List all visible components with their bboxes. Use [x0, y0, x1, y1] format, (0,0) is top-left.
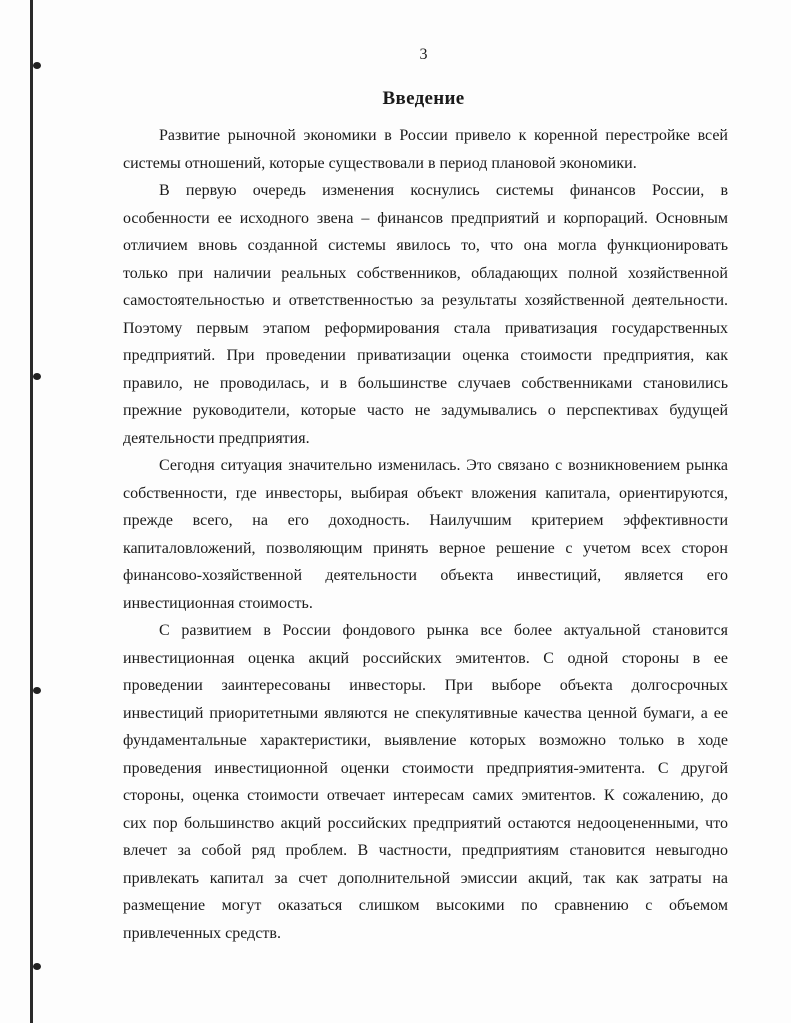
- text-line: инвестиционная стоимость.: [123, 594, 313, 612]
- text-line: проведении заинтересованы инвесторы. При выборе объекта долгосрочных: [123, 677, 728, 694]
- paragraph: [123, 177, 728, 452]
- text-line: привлекать капитал за счет дополнительной эмиссии акций, так как затраты на: [123, 869, 728, 887]
- text-line: С развитием в России фондового рынка все более актуальной становится: [159, 622, 728, 639]
- text-line: Сегодня ситуация значительно изменилась. Это связано с возникновением рынка: [159, 457, 728, 474]
- paragraph: [123, 617, 728, 947]
- text-line: фундаментальные характеристики, выявление которых возможно только в ходе: [123, 732, 728, 749]
- page-number: 3: [419, 46, 428, 63]
- text-line: предприятий. При проведении приватизации оценка стоимости предприятия, как: [123, 347, 728, 364]
- text-line: Развитие рыночной экономики в России привело к коренной перестройке всей: [159, 127, 728, 144]
- text-line: сих пор большинство акций российских предприятий остаются недооцененными, что: [123, 814, 728, 832]
- text-line: инвестиционная оценка акций российских эмитентов. С одной стороны в ее: [123, 649, 728, 667]
- text-line: отличием вновь созданной системы явилось то, что она могла функционировать: [123, 237, 728, 254]
- binding-hole-mark: [33, 963, 41, 970]
- text-line: В первую очередь изменения коснулись системы финансов России, в: [159, 182, 728, 199]
- text-line: самостоятельностью и ответственностью за результаты хозяйственной деятельности.: [123, 292, 728, 309]
- text-line: размещение могут оказаться слишком высокими по сравнению с объемом: [123, 897, 728, 914]
- text-line: правило, не проводилась, и в большинстве случаев собственниками становились: [123, 374, 728, 392]
- text-line: Поэтому первым этапом реформирования стала приватизация государственных: [123, 319, 728, 337]
- body-text: [123, 122, 728, 947]
- text-line: деятельности предприятия.: [123, 429, 310, 447]
- text-line: прежде всего, на его доходность. Наилучшим критерием эффективности: [123, 512, 728, 529]
- text-line: стороны, оценка стоимости отвечает интересам самих эмитентов. К сожалению, до: [123, 787, 728, 804]
- text-line: инвестиций приоритетными являются не спекулятивные качества ценной бумаги, а ее: [123, 704, 728, 722]
- paragraph: [123, 122, 728, 177]
- text-line: проведения инвестиционной оценки стоимости предприятия-эмитента. С другой: [123, 759, 728, 777]
- text-line: системы отношений, которые существовали в период плановой экономики.: [123, 154, 637, 172]
- scan-left-edge: [30, 0, 33, 1023]
- text-line: привлеченных средств.: [123, 924, 281, 942]
- text-line: влечет за собой ряд проблем. В частности, предприятиям становится невыгодно: [123, 842, 728, 859]
- text-line: особенности ее исходного звена – финансов предприятий и корпораций. Основным: [123, 209, 728, 227]
- binding-hole-mark: [33, 373, 41, 380]
- paragraph: [123, 452, 728, 617]
- text-line: прежние руководители, которые часто не задумывались о перспективах будущей: [123, 402, 728, 419]
- text-line: капиталовложений, позволяющим принять верное решение с учетом всех сторон: [123, 539, 728, 557]
- text-line: только при наличии реальных собственников, обладающих полной хозяйственной: [123, 264, 728, 282]
- page-title: Введение: [382, 88, 465, 109]
- binding-hole-mark: [33, 687, 41, 694]
- text-line: собственности, где инвесторы, выбирая объект вложения капитала, ориентируются,: [123, 484, 728, 502]
- text-line: финансово-хозяйственной деятельности объекта инвестиций, является его: [123, 567, 728, 584]
